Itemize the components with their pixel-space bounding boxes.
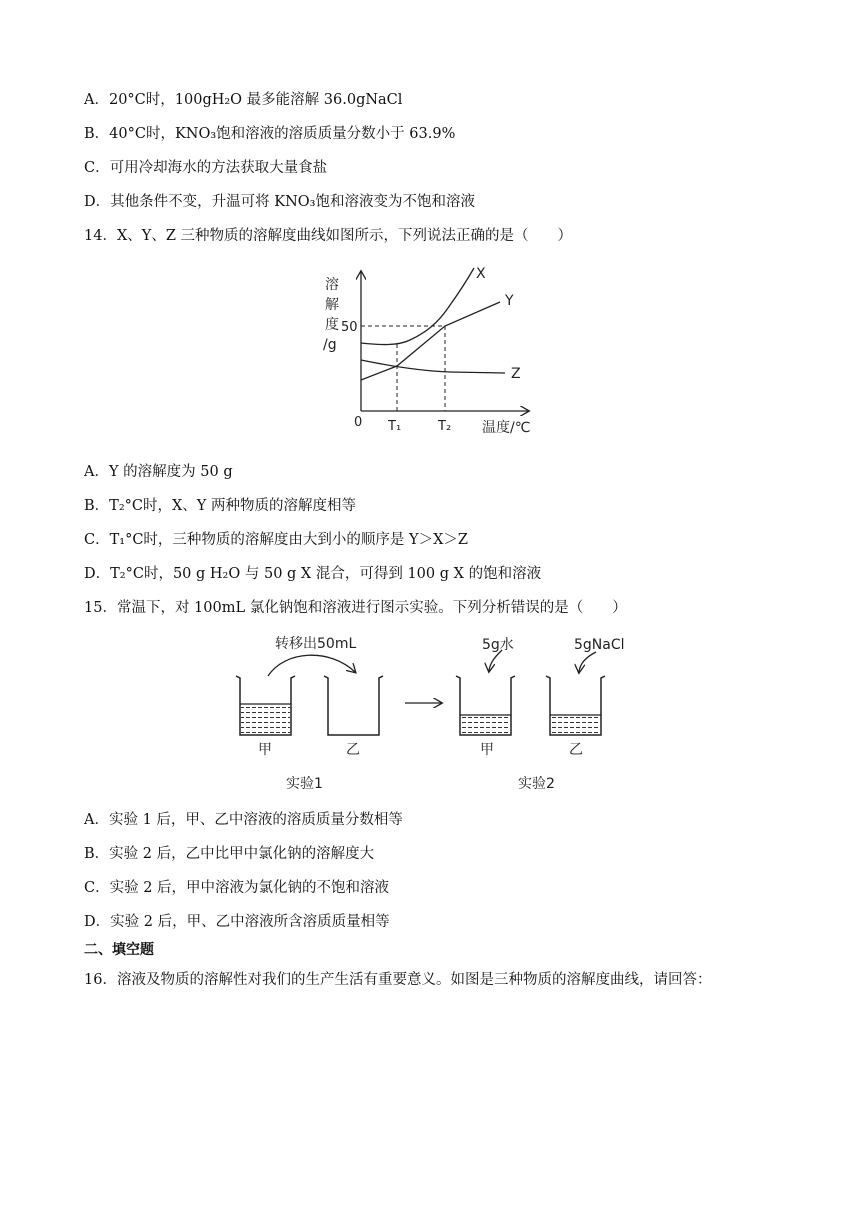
q15-option-b: B．实验 2 后，乙中比甲中氯化钠的溶解度大	[84, 846, 375, 862]
add-nacl-label: 5gNaCl	[574, 637, 625, 653]
exp2-label: 实验2	[518, 776, 555, 792]
q13-option-b: B．40°C时，KNO₃饱和溶液的溶质质量分数小于 63.9%	[84, 126, 456, 142]
q15-stem: 15．常温下，对 100mL 氯化钠饱和溶液进行图示实验。下列分析错误的是（ ）	[84, 600, 627, 616]
transfer-label: 转移出50mL	[275, 636, 357, 652]
graph-ylabel-3: 度	[325, 317, 339, 333]
curve-z	[361, 360, 505, 373]
q13-option-c: C．可用冷却海水的方法获取大量食盐	[84, 160, 328, 176]
beaker-yi-2	[546, 676, 605, 735]
curve-x	[361, 268, 474, 345]
beaker-yi-1	[324, 676, 383, 735]
add-nacl-arrow	[579, 652, 596, 672]
graph-xtick-t2: T₂	[438, 419, 452, 434]
graph-origin: 0	[354, 415, 363, 430]
q15-option-d: D．实验 2 后，甲、乙中溶液所含溶质质量相等	[84, 914, 390, 930]
q14-stem: 14．X、Y、Z 三种物质的溶解度曲线如图所示，下列说法正确的是（ ）	[84, 228, 573, 244]
add-water-label: 5g水	[482, 637, 514, 653]
beaker-yi-1-label: 乙	[346, 742, 360, 758]
beaker-yi-2-label: 乙	[569, 742, 583, 758]
q16-stem: 16．溶液及物质的溶解性对我们的生产生活有重要意义。如图是三种物质的溶解度曲线，请回答：	[84, 972, 712, 988]
curve-y-label: Y	[505, 293, 514, 309]
q15-option-a: A．实验 1 后，甲、乙中溶液的溶质质量分数相等	[84, 812, 403, 828]
q13-option-a: A．20°C时，100gH₂O 最多能溶解 36.0gNaCl	[84, 92, 403, 108]
section-title: 二、填空题	[84, 942, 154, 958]
beaker-jia-1	[236, 676, 295, 735]
q14-option-a: A．Y 的溶解度为 50 g	[84, 464, 233, 480]
graph-ytick-50: 50	[341, 320, 358, 335]
curve-y	[361, 302, 500, 380]
graph-xlabel: 温度/℃	[482, 420, 531, 436]
graph-xtick-t1: T₁	[388, 419, 402, 434]
q14-option-b: B．T₂°C时，X、Y 两种物质的溶解度相等	[84, 498, 356, 514]
exp1-label: 实验1	[286, 776, 323, 792]
beaker-jia-1-label: 甲	[258, 742, 272, 758]
graph-ylabel-1: 溶	[325, 277, 339, 293]
curve-z-label: Z	[511, 366, 521, 382]
q15-option-c: C．实验 2 后，甲中溶液为氯化钠的不饱和溶液	[84, 880, 390, 896]
beaker-jia-2-label: 甲	[480, 742, 494, 758]
q14-option-c: C．T₁°C时，三种物质的溶解度由大到小的顺序是 Y＞X＞Z	[84, 532, 469, 548]
add-water-arrow	[489, 650, 502, 671]
q13-option-d: D．其他条件不变，升温可将 KNO₃饱和溶液变为不饱和溶液	[84, 194, 475, 210]
beaker-jia-2	[456, 676, 515, 735]
graph-ylabel-4: /g	[323, 337, 337, 353]
q14-option-d: D．T₂°C时，50 g H₂O 与 50 g X 混合，可得到 100 g X 的饱和溶液	[84, 566, 542, 582]
curve-x-label: X	[476, 266, 486, 282]
graph-ylabel-2: 解	[325, 297, 339, 313]
transfer-arrow	[268, 655, 355, 676]
